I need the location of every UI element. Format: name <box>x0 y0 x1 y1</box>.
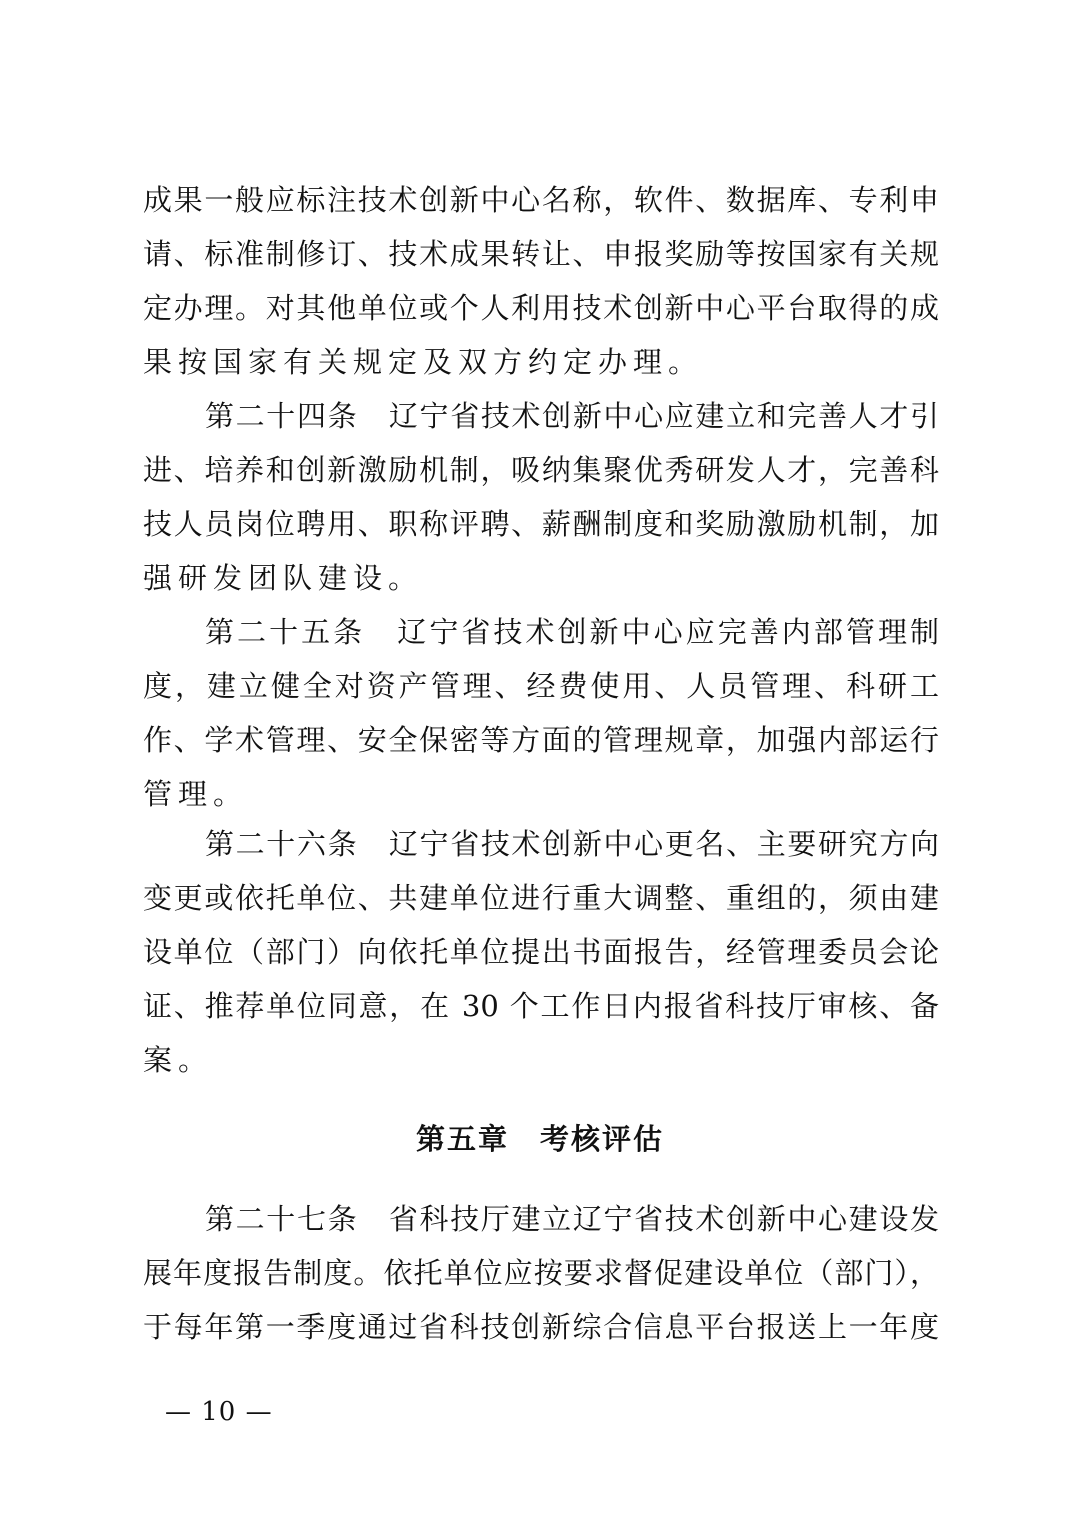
text-line: 变更或依托单位、共建单位进行重大调整、重组的，须由建 <box>143 881 939 915</box>
page-number: — 10 — <box>165 1397 273 1427</box>
article-heading-line: 第二十七条 省科技厅建立辽宁省技术创新中心建设发 <box>205 1202 939 1236</box>
text-line: 强研发团队建设。 <box>143 561 424 595</box>
text-line: 设单位（部门）向依托单位提出书面报告，经管理委员会论 <box>143 935 939 969</box>
text-line: 果按国家有关规定及双方约定办理。 <box>143 345 704 379</box>
text-line: 于每年第一季度通过省科技创新综合信息平台报送上一年度 <box>143 1310 939 1344</box>
text-line: 作、学术管理、安全保密等方面的管理规章，加强内部运行 <box>143 723 939 757</box>
article-heading-line: 第二十五条 辽宁省技术创新中心应完善内部管理制 <box>205 615 939 649</box>
article-27 <box>143 1192 939 1354</box>
text-line: 请、标准制修订、技术成果转让、申报奖励等按国家有关规 <box>143 237 939 271</box>
text-line: 管理。 <box>143 777 249 811</box>
article-heading-line: 第二十四条 辽宁省技术创新中心应建立和完善人才引 <box>205 399 939 433</box>
article-24 <box>143 389 939 605</box>
text-line: 技人员岗位聘用、职称评聘、薪酬制度和奖励激励机制，加 <box>143 507 939 541</box>
text-line: 进、培养和创新激励机制，吸纳集聚优秀研发人才，完善科 <box>143 453 939 487</box>
article-26 <box>143 817 939 1087</box>
article-25 <box>143 605 939 821</box>
text-line: 定办理。对其他单位或个人利用技术创新中心平台取得的成 <box>143 291 939 325</box>
text-line: 展年度报告制度。依托单位应按要求督促建设单位（部门）， <box>143 1256 939 1290</box>
paragraph-continuation <box>143 173 939 389</box>
article-heading-line: 第二十六条 辽宁省技术创新中心更名、主要研究方向 <box>205 827 939 861</box>
text-line: 成果一般应标注技术创新中心名称，软件、数据库、专利申 <box>143 183 939 217</box>
chapter-title: 第五章 考核评估 <box>415 1122 664 1156</box>
text-line: 度，建立健全对资产管理、经费使用、人员管理、科研工 <box>143 669 939 703</box>
text-line: 证、推荐单位同意，在 30 个工作日内报省科技厅审核、备 <box>143 989 939 1023</box>
text-line: 案。 <box>143 1043 214 1077</box>
